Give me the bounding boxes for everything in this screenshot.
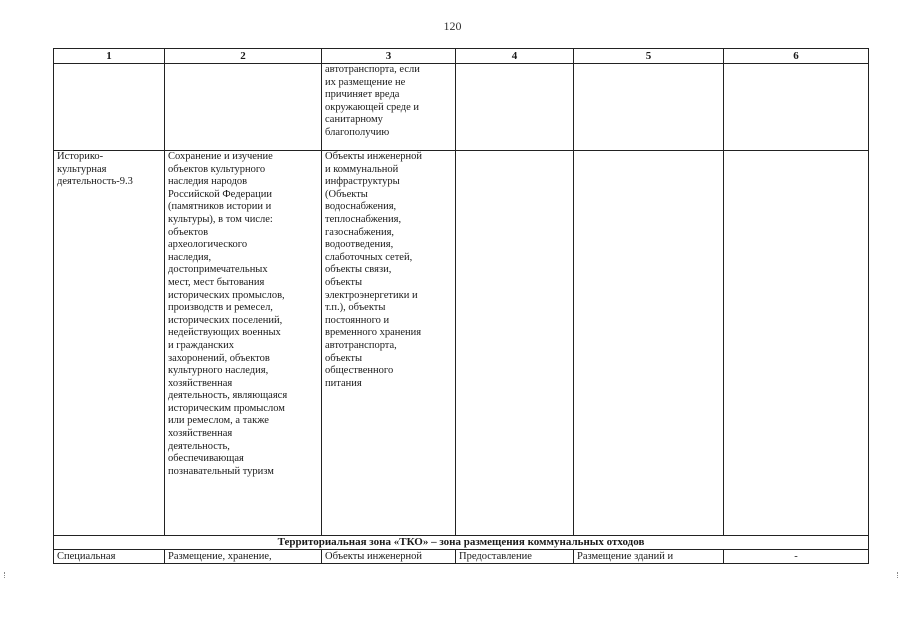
header-row [54, 49, 869, 64]
last-cell-col2: Размещение, хранение, [165, 550, 322, 564]
page-number: 120 [443, 19, 462, 33]
table-row-historical-cultural [54, 151, 869, 536]
zoning-table [53, 48, 869, 564]
cont-cell-col2 [165, 64, 322, 151]
last-cell-col5: Размещение зданий и [574, 550, 724, 564]
use-type-name: Историко- культурная деятельность-9.3 [54, 151, 165, 536]
header-col-6: 6 [724, 49, 869, 64]
left-margin-mark [4, 572, 7, 578]
use-type-description: Сохранение и изучение объектов культурного наследия народов Российской Федерации (памятников истории и культуры), в том числе: объектов археологического наследия, достопримечательных мест, мест бытования исторических промыслов, производств и ремесел, исторических поселений, недействующих военных и гражданских захоронений, объектов культурного наследия, хозяйственная деятельность, являющаяся историческим промыслом или ремеслом, а также хозяйственная деятельность, обеспечивающая познавательный туризм [165, 151, 322, 536]
right-margin-mark [897, 572, 900, 578]
permitted-objects: Объекты инженерной и коммунальной инфраструктуры (Объекты водоснабжения, теплоснабжения, газоснабжения, водоотведения, слаботочных сетей, объекты связи, объекты электроэнергетики и т.п.), объекты постоянного и временного хранения автотранспорта, объекты общественного питания [322, 151, 456, 536]
last-cell-col6: - [724, 550, 869, 564]
continuation-row [54, 64, 869, 151]
main-cell-col5 [574, 151, 724, 536]
cont-cell-col5 [574, 64, 724, 151]
last-cell-col1: Специальная [54, 550, 165, 564]
header-col-1: 1 [54, 49, 165, 64]
main-cell-col6 [724, 151, 869, 536]
cont-cell-col6 [724, 64, 869, 151]
table-row-special [54, 550, 869, 564]
last-cell-col4: Предоставление [456, 550, 574, 564]
header-col-4: 4 [456, 49, 574, 64]
cont-cell-col4 [456, 64, 574, 151]
header-col-2: 2 [165, 49, 322, 64]
main-cell-col4 [456, 151, 574, 536]
header-col-5: 5 [574, 49, 724, 64]
cont-cell-col3: автотранспорта, если их размещение не причиняет вреда окружающей среде и санитарному благополучию [322, 64, 456, 151]
zone-title: Территориальная зона «ТКО» – зона размещения коммунальных отходов [54, 536, 869, 550]
last-cell-col3: Объекты инженерной [322, 550, 456, 564]
header-col-3: 3 [322, 49, 456, 64]
zone-title-row [54, 536, 869, 550]
cont-cell-col1 [54, 64, 165, 151]
